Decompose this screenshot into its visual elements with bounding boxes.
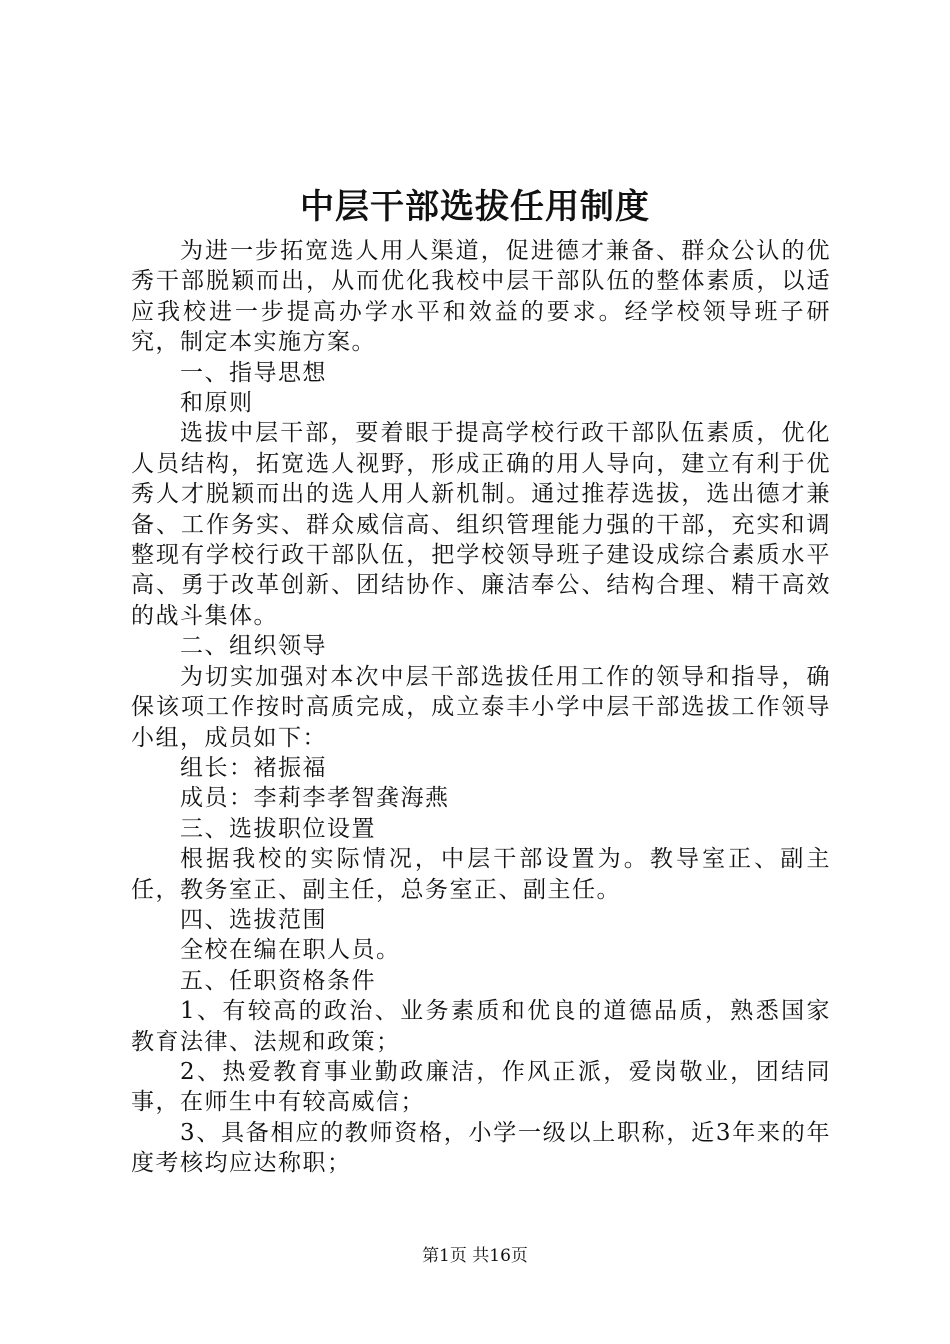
intro-paragraph: 为进一步拓宽选人用人渠道，促进德才兼备、群众公认的优秀干部脱颖而出，从而优化我校中层干部队伍的整体素质，以适应我校进一步提高办学水平和效益的要求。经学校领导班子研究，制定本实施方案。 — [131, 238, 831, 356]
group-members-line: 成员：李莉李孝智龚海燕 — [180, 785, 450, 812]
section-heading-1-continued: 和原则 — [180, 390, 254, 417]
qualification-item-3: 3、具备相应的教师资格，小学一级以上职称，近3年来的年度考核均应达称职； — [131, 1119, 831, 1177]
qualification-item-1: 1、有较高的政治、业务素质和优良的道德品质，熟悉国家教育法律、法规和政策； — [131, 998, 831, 1055]
positions-paragraph: 根据我校的实际情况，中层干部设置为。教导室正、副主任，教务室正、副主任，总务室正、副主任。 — [131, 846, 831, 903]
document-title: 中层干部选拔任用制度 — [300, 187, 650, 227]
page-number-footer: 第1页 共16页 — [422, 1246, 528, 1266]
guiding-principle-paragraph: 选拔中层干部，要着眼于提高学校行政干部队伍素质，优化人员结构，拓宽选人视野，形成正确的用人导向，建立有利于优秀人才脱颖而出的选人用人新机制。通过推荐选拔，选出德才兼备、工作务实、群众威信高、组织管理能力强的干部，充实和调整现有学校行政干部队伍，把学校领导班子建设成综合素质水平高、勇于改革创新、团结协作、廉洁奉公、结构合理、精干高效的战斗集体。 — [131, 420, 831, 629]
scope-paragraph: 全校在编在职人员。 — [180, 937, 401, 964]
document-body — [131, 236, 831, 1179]
section-heading-3: 三、选拔职位设置 — [180, 815, 376, 842]
group-leader-line: 组长：褚振福 — [180, 754, 327, 781]
section-heading-2: 二、组织领导 — [180, 633, 327, 660]
leadership-paragraph: 为切实加强对本次中层干部选拔任用工作的领导和指导，确保该项工作按时高质完成，成立泰丰小学中层干部选拔工作领导小组，成员如下： — [131, 663, 831, 751]
section-heading-4: 四、选拔范围 — [180, 906, 327, 933]
section-heading-1: 一、指导思想 — [180, 359, 327, 386]
section-heading-5: 五、任职资格条件 — [180, 967, 376, 994]
qualification-item-2: 2、热爱教育事业勤政廉洁，作风正派，爱岗敬业，团结同事，在师生中有较高威信； — [131, 1058, 831, 1116]
